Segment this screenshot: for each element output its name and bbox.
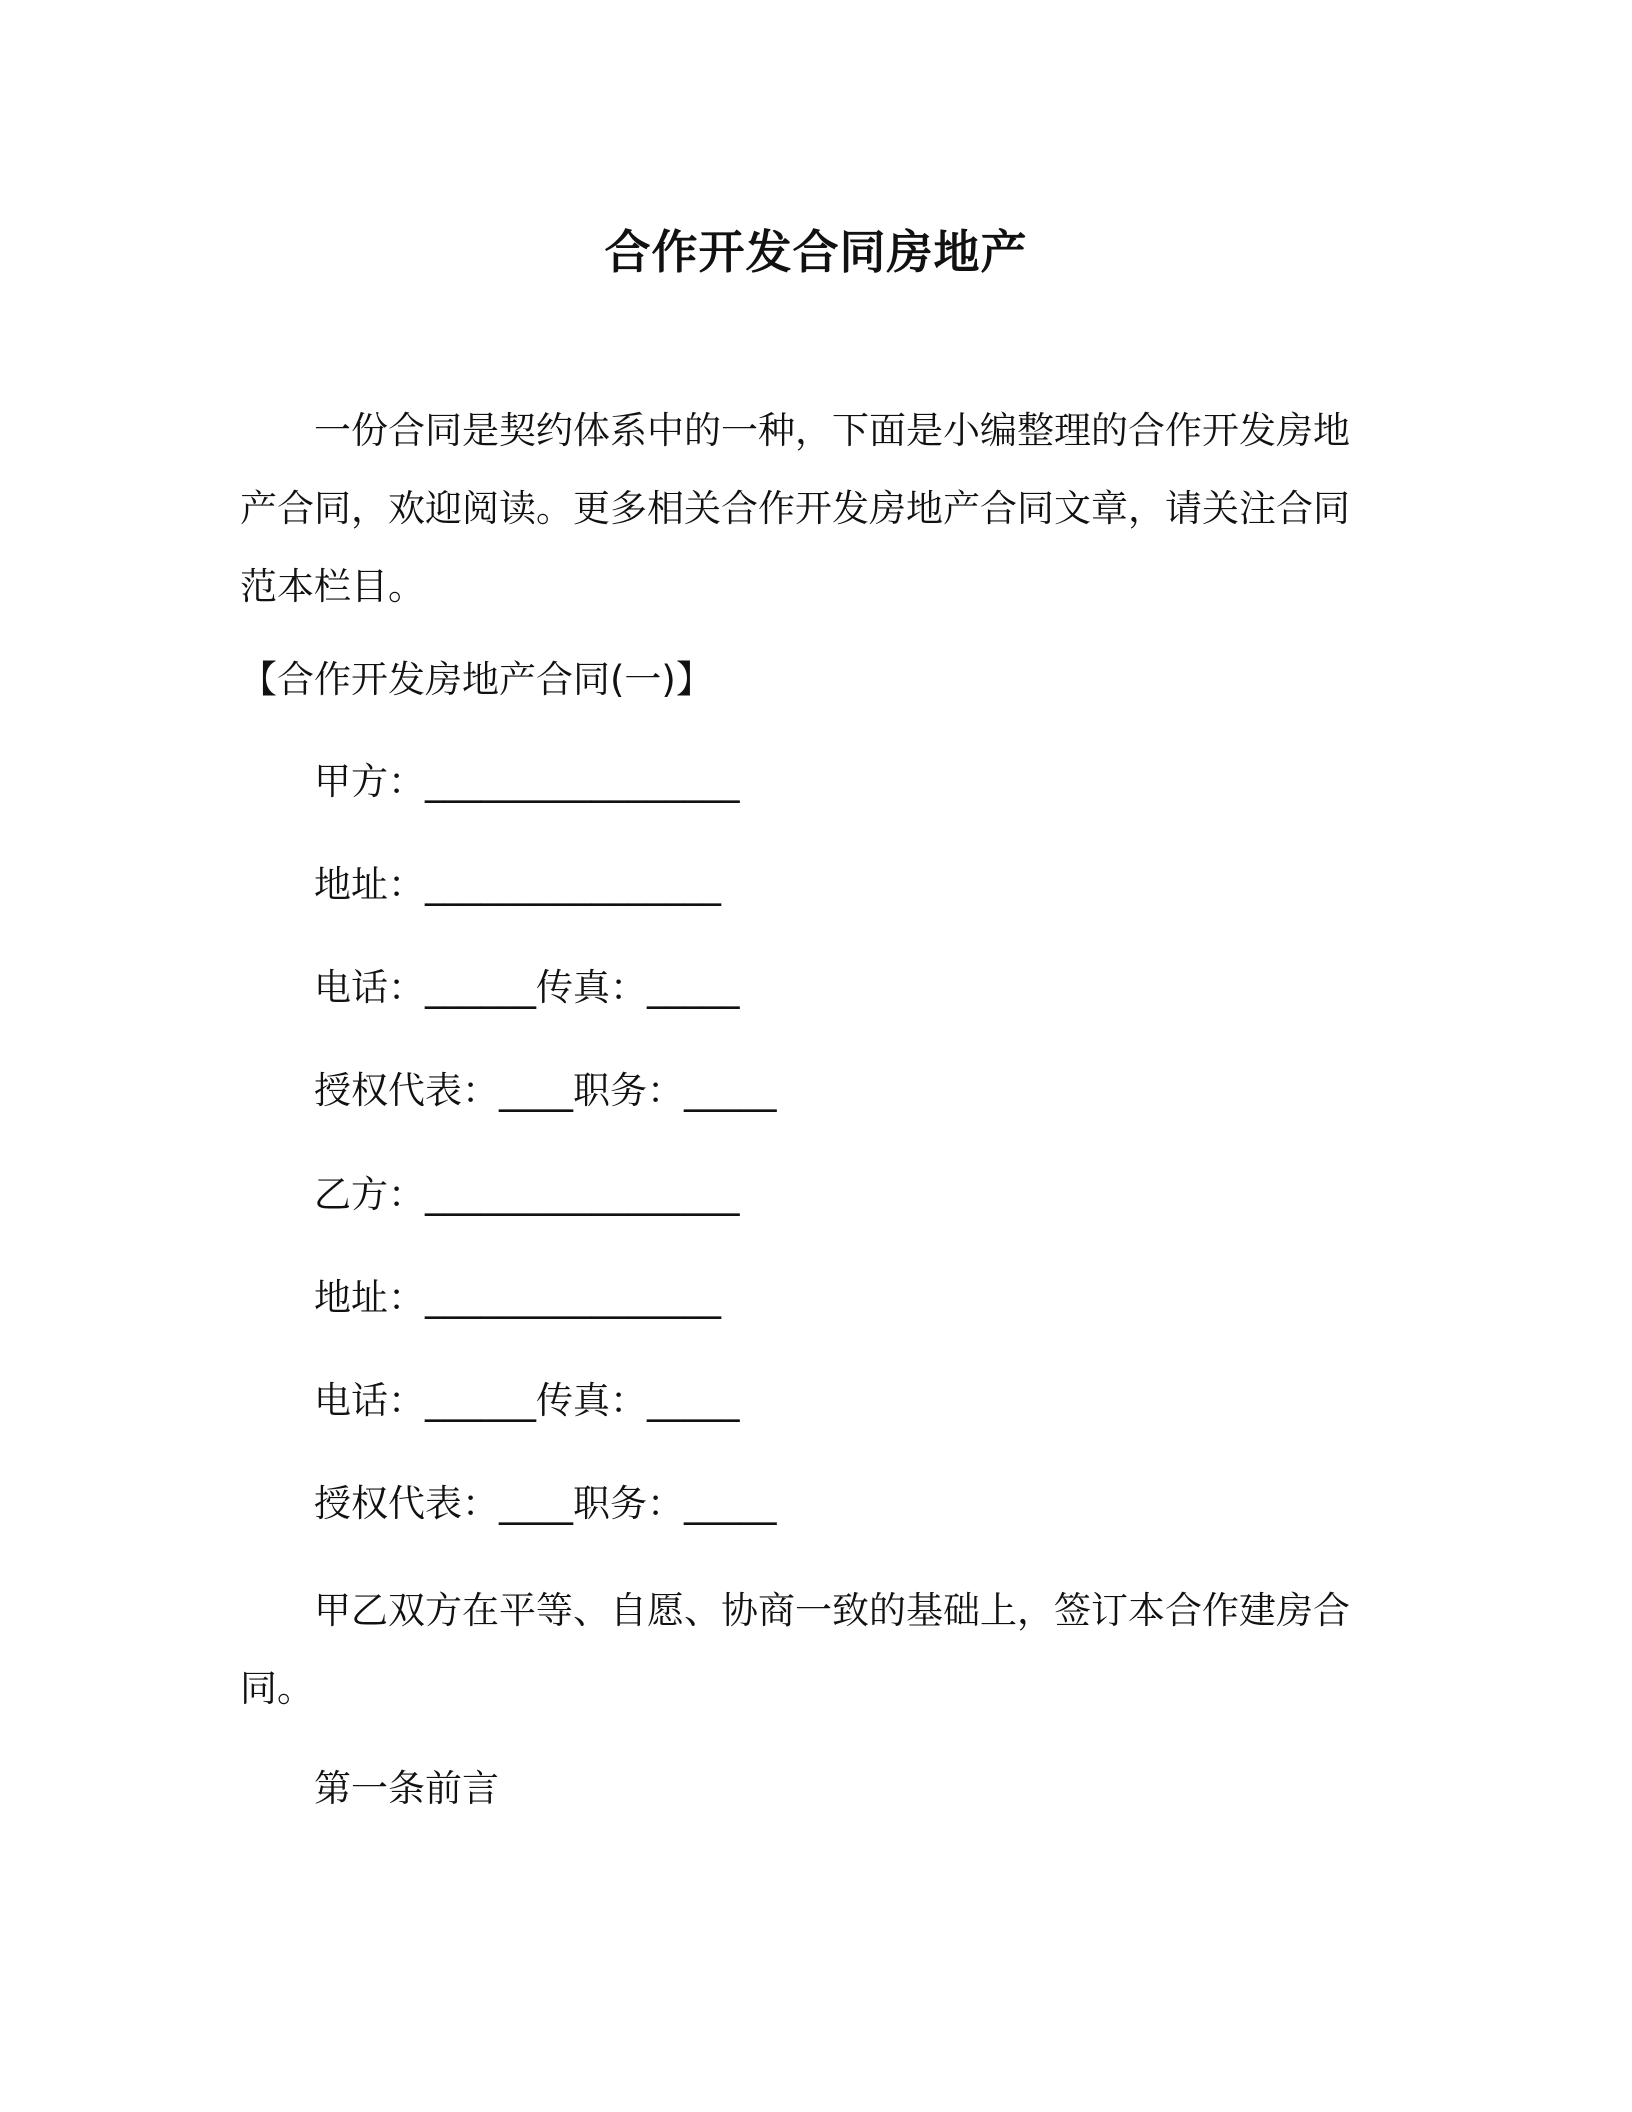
party-b-name-field: 乙方：_________________ <box>314 1173 740 1216</box>
party-a-phone-fax-field: 电话：______传真：_____ <box>314 966 740 1009</box>
section-heading: 【合作开发房地产合同(一)】 <box>240 658 713 701</box>
agreement-paragraph: 甲乙双方在平等、自愿、协商一致的基础上，签订本合作建房合同。 <box>240 1589 1350 1710</box>
party-b-rep-title-field: 授权代表：____职务：_____ <box>314 1482 777 1525</box>
party-a-rep-title-field: 授权代表：____职务：_____ <box>314 1069 777 1112</box>
party-a-address-field: 地址：________________ <box>314 863 721 906</box>
intro-paragraph: 一份合同是契约体系中的一种，下面是小编整理的合作开发房地产合同，欢迎阅读。更多相关合作开发房地产合同文章，请关注合同范本栏目。 <box>240 409 1350 608</box>
party-a-name-field: 甲方：_________________ <box>314 760 740 803</box>
party-b-phone-fax-field: 电话：______传真：_____ <box>314 1379 740 1422</box>
party-b-address-field: 地址：________________ <box>314 1276 721 1319</box>
document-title: 合作开发合同房地产 <box>604 225 1028 279</box>
article-1-heading: 第一条前言 <box>314 1767 499 1810</box>
